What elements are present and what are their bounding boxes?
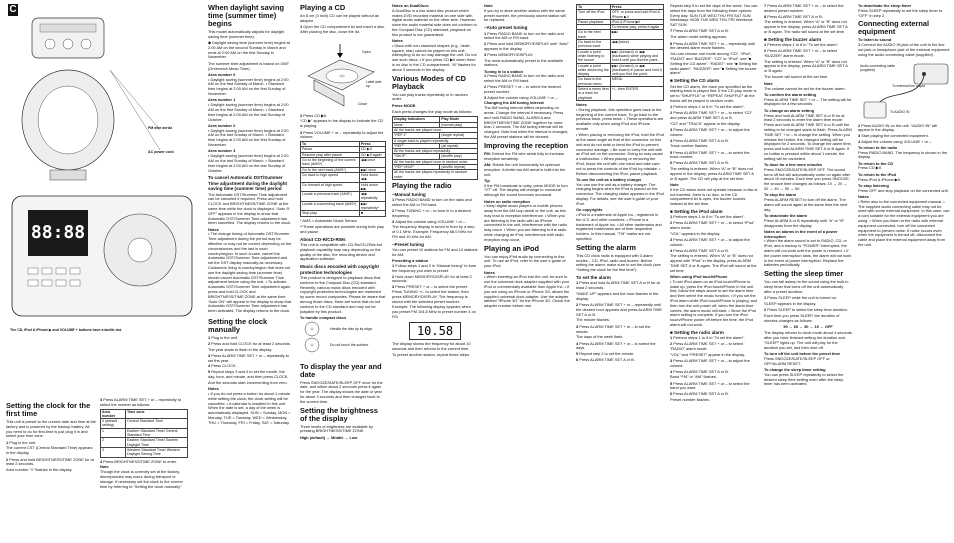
ipod-alarm-detail: “VOL” appears in the display. (670, 230, 721, 236)
time-zone-table (100, 409, 188, 458)
table-header: To (301, 142, 360, 147)
am-label: AM: (484, 161, 492, 167)
notes-title: Notes (576, 101, 587, 107)
clock-first-step-2: Press and hold BRIGHTNESS/TIME ZONE for at least 2 seconds. (6, 456, 94, 467)
heading-deactivate-alarm: To deactivate the alarm (764, 212, 807, 218)
charger-text: You can use the unit as a battery charger. The charging begins when the iPod is placed on the connector. The charging status appears in the iPod display. For details, see the user’s guide of your iPod. (576, 181, 664, 206)
external-step-3: Start playing the connected equipment. (861, 133, 929, 139)
notes-title: Notes (208, 226, 219, 232)
heading-improve-reception: Improving the reception (484, 140, 569, 150)
table-row: Locate a succeeding track (AMS*) ▶▶I repeatedly* (301, 201, 386, 211)
preset-text: You can preset 10 stations for FM and 10 stations for AM. (392, 247, 478, 257)
ipod-alarm-step: Perform steps 1 to 8 in “To set the alarm”. (673, 214, 745, 220)
cd-modes-text: You can play tracks repeatedly or in random order. (392, 91, 468, 102)
am-interval-text: The AM tuning interval differs depending on areas. Change the interval if necessary. Press and hold RADIO BAND, ALARM A and BRIGHTNESS/TIME ZONE together for more than 2 seconds. The AM tuning interval will be changed. Note that when the interval is changed, the AM preset stations will be cleared. (484, 105, 569, 140)
column-2: 3 Press ALARM TIME SET + or – repeatedly to select the number as follows: Area number Time zone 0 (default setting) Central Standard Time 1 Eastern Standard Time/ Central Standard Time 2 Eastern Standard Time/ Eastern Daylight Time 3 Western Standard Time/ Western Daylight Saving Time 4 Press BRIGHTNESS/TIME ZONE to enter. Note Though the clock is correctly set at the factory, discrepancies may occur during transport or storage. If necessary set the clock to the correct time by referring to “Setting the clock manually”. (98, 0, 190, 543)
table-header: Press (359, 142, 385, 147)
heading-cdr: About CD-R/CD-RWs (300, 236, 346, 242)
alarm-step-8-detail: You can choose one mode among “CD”, “iPod”, “RADIO” and “BUZZER”. “CD” or “iPod”: see “■ Setting the CD alarm”. “RADIO”: see “■ Setting the radio alarm”. “BUZZER”: see “■ Setting the buzzer alarm”. (670, 51, 758, 76)
cd-alarm-detail: Track number flashes. (670, 143, 709, 149)
table-row: Locate a point while observing the display ▶▶I (forward) or ◀◀ (backward) in pause and hold it until you find the point. (578, 63, 662, 77)
fm-label: FM: (484, 150, 491, 156)
auto-step-3: Press MEMORY/DISPLAY. (487, 51, 534, 57)
cd-alarm-step: Press ALARM TIME SET + or – to select the track number. (670, 149, 750, 160)
sleep-step-1-detail: SLEEP appears in the display. (764, 300, 817, 306)
table-row: Select a menu item or a track for playback +/– then ENTER (577, 87, 664, 101)
radio-alarm-detail: Band “FM” or “AM” flashes. (670, 374, 717, 380)
section-tab-letter: C (9, 4, 17, 15)
heading-clock-manual: Setting the clock manually (208, 316, 268, 334)
cd-alarm-step: Press ALARM TIME SET A or B. (673, 160, 729, 166)
area-heading: Area number 1 (208, 97, 236, 103)
am-text: Rotate the unit horizontally for optimum reception. A ferrite bar AM aerial is built into the unit. (484, 161, 566, 177)
area-text: • Daylight saving (summer time) begins at 2:00 AM on the last Sunday of March. • Standard time begins at 2:00 AM on the first Sunday of November. (208, 127, 289, 148)
heading-snooze: To doze for a few more minutes (764, 162, 823, 168)
notes-title: Notes (392, 38, 403, 44)
table-row: Locate a point while listening to the sound ▶▶I (forward) or ◀◀ (backward) while playing and hold it until you find the point. (577, 49, 664, 63)
table-row: Go to the next track (AMS*) ▶▶I once (301, 167, 386, 172)
clock-first-step-2-detail: Area number “1” flashes in the display. (6, 467, 73, 473)
heading-playing-cd: Playing a CD (300, 3, 346, 12)
table-header: Play Mode (440, 117, 478, 122)
heading-playing-ipod: Playing an iPod (484, 243, 540, 253)
heading-buzzer-alarm: ■ Setting the buzzer alarm (764, 36, 822, 42)
change-alarm-text: Press and hold ALARM TIME SET A or B for at least 2 seconds to enter the alarm time mode. Press and hold ALARM TIME SET A or B until the setting to be changed starts to flash. Press ALARM TIME SET + or – to change the setting. When you release the button, the changed setting will be displayed for 2 seconds. To change the alarm time, press and hold ALARM TIME SET A or B again. If no button is pressed within about 1 minute, the setting will be cancelled. (764, 112, 852, 161)
deactivate-alarm-text: Press ALARM A or B repeatedly until “A” or “B” disappears from the display. (764, 217, 845, 228)
cd-alarm-detail: The setting is entered. When “A” or “B” does not appear in the display, press ALARM TIME SET A or B again. The CD will play at the set time. (670, 166, 754, 181)
fm-aerial-label: FM wire aerial (148, 126, 172, 130)
dst-notes: • The change timing of Automatic DST/Summer Time adjustment during the period may be effective or may not be correct depending on the circumstances and the last in each country/region. In such a case, cancel the Automatic DST/Summer Time adjustment and set the DST display manually as necessary. Customers living in country/region that does not use the daylight saving time (summer time) should cancel Automatic DST/Summer Time adjustment before using the unit. • To activate Automatic DST/Summer Time adjustment again, press and hold CLOCK and BRIGHTNESS/TIME ZONE at the same time. “Auto ON” will appear in the display to show that Automatic DST/Summer Time adjustment has been activated. The display returns to the clock. (208, 231, 292, 314)
note-title: Note (484, 3, 493, 8)
deactivate-sleep-text: Press SLEEP repeatedly to set the sleep timer to “OFF” in step 2. (858, 7, 943, 18)
alarm-step-3: Press ALARM TIME SET + or – to set the minute. (576, 323, 651, 334)
table-row: All the tracks are played once in random order. (393, 159, 478, 164)
alarm-step-7-detail: The alarm mode setting appears. (670, 34, 728, 40)
column-3: When daylight saving time (summer time) begins This model automatically adjusts for daylight saving time (summer time). ◆ Daylight saving time (summer time) begins at 2:00 AM on the second Sunday in March and ends at 2:00 AM on the first Sunday in November. The summer time adjustment is based on GMT (Greenwich Mean Time). Area number 0 • Daylight saving (summer time) begins at 2:00 AM on the first Sunday of March. • Standard time begins at 2:00 AM on the first Sunday of November. Area number 1 • Daylight saving (summer time) begins at 2:00 AM on the first Sunday of March. • Standard time begins at 2:00 AM on the last Sunday of October. Area number 2 • Daylight saving (summer time) begins at 2:00 AM on the last Sunday of March. • Standard time begins at 2:00 AM on the first Sunday of November. Area number 3 • Daylight saving (summer time) begins at 2:00 AM on the last Sunday of March. • Standard time begins at 2:00 AM on the last Sunday of October. To cancel Automatic DST/Summer Time adjustment during the daylight saving time (summer time) period The Automatic DST/Summer Time adjustment can be canceled if required. Press and hold CLOCK and BRIGHTNESS/TIME ZONE at the same time while the clock is displayed. “Auto ⊖ OFF” appears in the display to show that Automatic DST/Summer Time adjustment has been cancelled. The display returns to the clock. Notes • The change timing of Automatic DST/Summer Time adjustment during the period may be effective or may not be correct depending on the circumstances and the last in each country/region. In such a case, cancel the Automatic DST/Summer Time adjustment and set the DST display manually as necessary. Customers living in country/region that does not use the daylight saving time (summer time) should cancel Automatic DST/Summer Time adjustment before using the unit. • To activate Automatic DST/Summer Time adjustment again, press and hold CLOCK and BRIGHTNESS/TIME ZONE at the same time. “Auto ON” will appear in the display to show that Automatic DST/Summer Time adjustment has been activated. The display returns to the clock. Setting the clock manually 1 Plug in the unit. 2 Press and hold CLOCK for at least 2 seconds. The year starts to flash in the display. 3 Press ALARM TIME SET + or – repeatedly to set the year. 4 Press CLOCK. 5 Repeat steps 3 and 4 to set the month, the day, hour, and minute, and then press CLOCK. And the seconds start incrementing from zero. Notes • If you do not press a button for about 1 minute while setting the clock, the clock setting will be cancelled. • A calendar is installed in this unit. When the date is set, a day of the week is automatically displayed. SUN = Sunday, MON = Monday, TUE = Tuesday, WED = Wednesday, THU = Thursday, FRI = Friday, SAT = Saturday (208, 3, 292, 425)
table-row: Locate a previous track (AMS*) ◀◀ repeatedly (301, 192, 386, 202)
heading-am-interval: Changing the AM tuning interval (484, 100, 544, 106)
close-label: Close (358, 101, 368, 106)
cd-alarm-step: Press ALARM TIME SET A or B. (673, 137, 729, 143)
heading-power-interruption: Notes on alarms in the event of a power interruption (764, 228, 838, 239)
table-row: All the tracks are played repeatedly. (393, 149, 478, 154)
fm-text: Extend the FM wire aerial fully to increase reception sensitivity. (484, 150, 565, 161)
ipod-alarm-step: Press ALARM TIME SET + or – to select “iPod” alarm mode. (670, 220, 755, 230)
heading-turn-off-before: To turn off the unit before the preset time (764, 351, 841, 357)
cd-alarm-step: Press ALARM TIME SET + or – to adjust the volume. (670, 126, 750, 137)
radio-alarm-step: Press ALARM TIME SET + or – to select the band you want. (670, 380, 750, 391)
ipod-alarm-detail: The setting is entered. When “A” or “B” does not appear with “iPod” in the display, press ALARM TIME SET A or B again. The iPod will sound at the set time. (670, 253, 757, 273)
confirm-alarm-text: Press ALARM TIME SET + or –. The setting will be displayed for a few seconds. (764, 96, 852, 107)
table-row: Pause playback iPod & iPhone ▶II (577, 19, 664, 24)
stop-alarm-text: Press ALARM RESET to turn off the alarm. The alarm will sound again at the same time the next day. (764, 197, 848, 212)
audio-cable-label: Audio connecting cable (supplied) (860, 63, 896, 73)
heading-cd-modes: Various Modes of CD Playback (392, 73, 466, 91)
table-header: To (577, 5, 611, 10)
preset-note: If you try to store another station with the same preset number, the previously stored station will be replaced. (484, 7, 566, 23)
table-header: Press (610, 5, 663, 10)
preset-footer: The display shows the frequency for about 10 seconds and then returns to the current time. (392, 340, 471, 351)
notes-title: Notes (208, 386, 219, 392)
cd-alarm-step: Perform steps 1 to 8 in “To set the alarm”. (673, 104, 745, 110)
radio-alarm-step: Press ALARM TIME SET + or – to select the desired preset number. (764, 3, 844, 13)
cd-compartment-diagram (300, 36, 386, 114)
change-sleep-text: You can press SLEEP repeatedly to select the desired sleep time setting even after the sleep timer has been activated. (764, 371, 844, 387)
connection-figure (858, 60, 950, 122)
preset-lcd: 10.58 (409, 322, 461, 340)
heading-charger: To use the unit as a battery charger (576, 176, 642, 182)
table-row: Turn off the iPod OFF, or press and hold iPod & iPhone ▶II (577, 10, 664, 20)
heading-sleep-timer: Setting the sleep timer (764, 269, 844, 279)
table-row: Go forward at high speed Hold down ▶▶ (301, 182, 386, 192)
cd-modes-press: Press MODE. (392, 102, 417, 108)
buzzer-alarm-detail: The setting is entered. When “A” or “B” does not appear in the display, press ALARM TIME SET A or B again. (764, 58, 848, 74)
radio-alarm-detail: The setting is entered. When “A” or “B” does not appear in the display, press ALARM TIME SET A or B again. The radio will sound at the set time. (764, 19, 848, 34)
manual-step-5: Repeat steps 3 and 4 to set the month, the day, hour, and minute, and then press CLOCK. (208, 369, 289, 380)
clock-first-note: Though the clock is correctly set at the factory, discrepancies may occur during transport or storage. If necessary set the clock to the correct time by referring to “Setting the clock manually”. (100, 469, 183, 489)
column-4: Playing a CD An 8 cm (3 inch) CD can be played without an adaptor. 1 Open the CD compartment lid and insert a disc. After placing the disc, close the lid. Open Label side up Close 2 Press CD ▶II. “CD ▶” appears in the display to indicate the CD is playing. 3 Press VOLUME + or – repeatedly to adjust the volume. To Press Pause CD ▶II Resume play after pause CD ▶II again Go to the beginning of the current track (AMS*) ◀◀ once Go to the next track (AMS*) ▶▶I once Go back to high speed Hold down ◀◀ Go forward at high speed Hold down ▶▶ Locate a previous track (AMS*) ◀◀ repeatedly Locate a succeeding track (AMS*) ▶▶I repeatedly* Stop play ■ * AMS = Automatic Music Sensor **These operations are possible during both play and pause. About CD-R/CD-RWs This unit is compatible with CD-Rs/CD-RWs but playback capability may vary depending on the quality of the disc, the recording device and application software. Music discs encoded with copyright protection technologies This product is designed to playback discs that conform to the Compact Disc (CD) standard. Recently, various music discs encoded with copyright protection technologies are marketed by some record companies. Please be aware that among those discs, there are some that do not conform to the CD standard and may not be playable by this product. To handle compact discs Handle the disc by its edge. Do not touch the surface. To display the year and date Press SNOOZE/DATE/SLEEP OFF once for the date, and within about 2 seconds press it again for the year. The display shows the date or year for about 3 seconds and then changes back to the current time. Setting the brightness of the display Three levels of brightness are available by pressing BRIGHTNESS/TIME ZONE. High (default) → Middle → Low (300, 3, 386, 440)
heading-copyrights: On copyrights (576, 207, 603, 213)
heading-cancel-dst: To cancel Automatic DST/Summer Time adjustment during the daylight saving time (summer time) period (208, 175, 288, 192)
cd-step-3: Press VOLUME + or – repeatedly to adjust the volume. (300, 129, 384, 140)
heading-dst: When daylight saving time (summer time) begins (208, 3, 284, 28)
radio-alarm-step: Press ALARM TIME SET + or – to adjust the volume. (670, 357, 750, 368)
alarm-step-7: Press ALARM TIME SET A or B. (673, 28, 729, 34)
sleep-note: The display returns to clock mode about 4 seconds after you have finished setting the duration and “SLEEP” lights up. The unit will play for the duration you set, and then shut off. (764, 330, 852, 350)
manual-step-1: Plug in the unit. (211, 334, 239, 340)
heading-setting-alarm: Setting the alarm (576, 242, 636, 252)
disc-handling-tip: Handle the disc by its edge. (330, 326, 373, 331)
cd-alarm-detail: “CD” and “TRACK” appear in the display. (670, 120, 741, 126)
alarm-step-4: Press ALARM TIME SET + or – to select the days. (576, 340, 656, 351)
tuning-step-2: Press PRESET + or – to select the desired preset number. (484, 84, 561, 94)
manual-step-4: Press CLOCK. (211, 363, 237, 369)
clock-display: 88:88 (28, 210, 88, 256)
heading-return-ipod: To return to the iPod (858, 171, 896, 177)
sleep-step-2: Press SLEEP to select the sleep time duration. (767, 307, 848, 313)
external-notes: • Refer also to the connected equipment manual. • The supplied audio connecting cable may not be used with some external equipment. In this case, use a cord suitable for the external equipment you are using. • When you listen to the radio with external equipment connected, turn off the connected equipment to prevent noise. If noise occurs even when the equipment is turned off, disconnect the cable and place the external equipment away from the unit. (858, 198, 950, 247)
ipod-handling-notes: • When placing or removing the iPod, hold the iPod at the same angle as that of the connector on this unit and do not twist or bend the iPod to prevent connector damage. • Be sure to carry the unit with an iPod set on the connector. Doing so may cause a malfunction. • When placing or removing the iPod, brace the unit with one hand and take care not to press the controls of the iPod by mistake. • Before disconnecting the iPod, pause playback. (576, 132, 664, 176)
heading-confirm-alarm: To confirm the alarm setting (764, 91, 817, 97)
area-text: • Daylight saving (summer time) begins at 2:00 AM on the first Sunday of March. • Standard time begins at 2:00 AM on the last Sunday of October. (208, 102, 289, 122)
cd-insert-figure (300, 36, 386, 114)
notes-title: Notes (484, 269, 495, 275)
heading-change-sleep: To change the sleep timer setting (764, 367, 826, 372)
note-title: Note (764, 80, 773, 86)
auto-step-2: Press and hold MEMORY/DISPLAY until “Auto” appears in the display. (484, 41, 569, 51)
copyright-discs-text: This product is designed to playback discs that conform to the Compact Disc (CD) standard. Recently, various music discs encoded with copyright protection technologies are marketed by some record companies. Please be aware that among those discs, there are some that do not conform to the CD standard and may not be playable by this product. (300, 274, 386, 314)
table-row: 3 Western Standard Time/ Western Daylight Saving Time (101, 447, 188, 457)
ipod-alarm-step: Press ALARM TIME SET + or – to adjust the volume. (670, 236, 750, 247)
area-heading: Area number 3 (208, 148, 236, 154)
clock-first-step-3: Press ALARM TIME SET + or – repeatedly to select the number as follows: (100, 397, 182, 407)
heading-listen-sound: To listen to sound (858, 37, 892, 43)
heading-return-cd: To return to the CD (858, 160, 894, 166)
cd-step-2: Press CD ▶II. (303, 112, 328, 118)
heading-presetting: Presetting a station (392, 258, 429, 264)
ipod-touch-text: • To set iPod alarm on an iPod touch/iPhone to wake up, press the iPod touch/iPhone in the unit first, follow the steps above to set the alarm time and then select the music function. • If you set the iPod alarm while iPod touch/iPhone is playing, and then turn the unit power off, when the alarm time comes, the alarm music will start. • Since the iPod alarm setting is complete, if you turn the iPod touch/iPhone power off before the time, the iPod alarm will not work. (670, 278, 758, 328)
table-row: None (normal play) (393, 122, 478, 127)
note-title: Note (670, 181, 679, 187)
table-row: “REP” (all repeat) (393, 143, 478, 148)
external-jack-label: To external line output (892, 83, 926, 88)
heading-tuning-station: Tuning in to a station (484, 68, 524, 74)
heading-manual-tuning: –Manual tuning (392, 191, 426, 197)
ipod-notes: • When inserting an iPod into the unit, be sure to use the universal dock adapter supplied with your iPod or commercially available from Apple Inc. • If you are using an iPhone or iPhone 3G, attach the supplied universal dock adapter. Use the adapter labeled “iPhone 3G” for the iPhone 3G. Check the adapter number before use. (484, 274, 570, 309)
stop-listening-text: Press OFF and stop playback on the connected unit. (858, 187, 949, 193)
label-side-label: Label side up (366, 79, 382, 89)
cd-intro: An 8 cm (3 inch) CD can be played without an adaptor. (300, 13, 380, 23)
clock-first-step-1: Plug in the unit. (9, 439, 37, 445)
table-row: Go to the next track ▶▶I (577, 30, 664, 40)
snooze-text: Press SNOOZE/DATE/SLEEP OFF. The sound turns off but will automatically come on again after about 10 minutes. Each time you press SNOOZE, the snooze time changes as follows: 10 → 20 → 30 → 40 → 50 → 60 (764, 166, 851, 191)
area-heading: Area number 2 (208, 122, 236, 128)
table-header: Display Indicators (393, 117, 440, 122)
cd-step-2-detail: “CD ▶” appears in the display to indicate the CD is playing. (300, 118, 384, 129)
external-step-2: Press AUDIO IN on the unit. “AUDIO IN” will appear in the display. (858, 122, 938, 133)
radio-alarm-detail: “VOL” and “PRESET” appear in the display. (670, 351, 745, 357)
note-title: Note (100, 464, 109, 470)
heading-playing-radio: Playing the radio (392, 180, 452, 190)
buzzer-alarm-detail: The buzzer will sound at the set time. (764, 74, 829, 80)
radio-step-1: Press RADIO BAND to turn on the radio and select the AM or FM band. (392, 197, 472, 208)
alarm-step-3-detail: The days of the week flash. (576, 334, 624, 340)
table-header: Time zone (126, 409, 188, 419)
table-footnote: * AMS = Automatic Music Sensor (300, 217, 357, 223)
table-row: To resume play, press it again. (577, 25, 664, 30)
cd-alarm-step: Press ALARM TIME SET + or – to select “CD” and press ALARM TIME SET A or B. (670, 110, 753, 120)
preset-example: Example: The following display appears when you preset FM 104.8 MHz to preset number 4 on FM. (392, 304, 476, 319)
copyrights-text: • iPod is a trademark of Apple Inc., registered in the U.S. and other countries. • iPhone is a trademark of Apple Inc. • All other trademarks and registered trademarks are of their respective holders. In this manual, “TM” marks are not specified. (576, 211, 662, 241)
heading-stop-alarm: To stop the alarm (764, 192, 797, 198)
notes-title: Notes (858, 193, 869, 199)
alarm-step-6: Press ALARM TIME SET A or B. (579, 357, 635, 362)
heading-display-date: To display the year and date (300, 361, 382, 379)
clock-first-step-1-detail: The current CST (Central Standard Time) appears in the display. (6, 445, 93, 456)
table-footnote: **These operations are possible during both play and pause. (300, 223, 384, 234)
manual-step-2-detail: The year starts to flash in the display. (208, 346, 273, 352)
ipod-alarm-step: Press ALARM TIME SET A or B. (673, 247, 729, 253)
tip-title: Tip (484, 177, 490, 183)
table-row: All the tracks are played once. (393, 127, 478, 132)
cd-operations-table (300, 141, 386, 216)
return-radio-text: Press RADIO BAND. The frequency is shown in the display. (858, 149, 948, 160)
preset-step-3: Press PRESET + or – to select the preset. Press TUNING +/– to select the station, then press MEMORY/DISPLAY. The frequency is stored with the selected preset number. (392, 284, 469, 304)
column-5: Notes on DualDiscs A DualDisc is a two sided disc product which mates DVD recorded material on one side with digital audio material on the other side. However, since the audio material side does not conform to the Compact Disc (CD) standard, playback on this product is not guaranteed. Notes • Discs with non-standard shapes (e.g., heart, square, star) cannot be played on this unit. Attempting to do so may damage the unit. Do not use such discs. • If you press CD ▶II when there is no disc in the CD compartment, “N” flashes for about 3 seconds in the display. Various Modes of CD Playback You can play tracks repeatedly or in random order. Press MODE. Each press changes the play mode as follows: Display Indicators Play Mode None (normal play) All the tracks are played once. “REP 1” (single repeat) A single track is played repeatedly. “REP” (all repeat) All the tracks are played repeatedly. “SHUF” (shuffle play) All the tracks are played once in random order. “REP SHUF” (shuffle repeat) All the tracks are played repeatedly in random order. Playing the radio –Manual tuning 1 Press RADIO BAND to turn on the radio and select the AM or FM band. 2 Press TUNING + or – to tune in to a desired frequency. 3 Adjust the volume using VOLUME + or –. The frequency display is tuned in from by a step of 0.1 MHz. Example: Frequency 88.0 MHz for FM and 10 kHz for AM. –Preset tuning You can preset 10 stations for FM and 10 stations for AM. Presetting a station 1 Follow steps 1 and 2 in “Manual tuning” to tune the frequency you wish to preset. 2 Hold down MEMORY/DISPLAY for at least 2 seconds. 3 Press PRESET + or – to select the preset. Press TUNING +/– to select the station, then press MEMORY/DISPLAY. The frequency is stored with the selected preset number. Example: The following display appears when you preset FM 104.8 MHz to preset number 4 on FM. 10.58 The display shows the frequency for about 10 seconds and then returns to the current time. To preset another station, repeat these steps. (392, 3, 478, 357)
heading-copyright-discs: Music discs encoded with copyright protection technologies (300, 264, 379, 275)
radio-alarm-step: Perform steps 1 to 8 in “To set the alarm”. (673, 335, 745, 341)
ipod-operations-table (576, 4, 664, 101)
table-row: All the tracks are played repeatedly in random order. (393, 170, 478, 180)
alarm-step-5: Repeat step 2 to set the minute. (579, 351, 635, 357)
heading-ipod-touch: When using iPod touch/iPhone (670, 274, 728, 280)
heading-brightness: Setting the brightness of the display (300, 405, 379, 423)
audio-in-label: To AUDIO IN (890, 109, 910, 114)
manual-step-3: Press ALARM TIME SET + or – repeatedly to set the year. (208, 352, 290, 363)
tuning-step-3: Adjust the volume using VOLUME + or –. (487, 94, 559, 100)
radio-alarm-step: Press ALARM TIME SET A or B. (767, 13, 823, 19)
table-row: “REP 1” (single repeat) (393, 133, 478, 138)
sleep-intro: You can fall asleep to the sound using the built-in sleep timer that turns off the unit automatically after a preset duration. (764, 279, 849, 294)
tuning-step-1: Press RADIO BAND to turn on the radio and select the AM or FM band. (484, 73, 564, 84)
column-6: Note If you try to store another station with the same preset number, the previously stored station will be replaced. –Auto preset tuning 1 Press RADIO BAND to turn on the radio and select the AM or FM band. 2 Press and hold MEMORY/DISPLAY until “Auto” appears in the display. 3 Press MEMORY/DISPLAY. The most automatically preset to the available stations. Tuning in to a station 1 Press RADIO BAND to turn on the radio and select the AM or FM band. 2 Press PRESET + or – to select the desired preset number. 3 Adjust the volume using VOLUME + or –. Changing the AM tuning interval The AM tuning interval differs depending on areas. Change the interval if necessary. Press and hold RADIO BAND, ALARM A and BRIGHTNESS/TIME ZONE together for more than 2 seconds. The AM tuning interval will be changed. Note that when the interval is changed, the AM preset stations will be cleared. Improving the reception FM: Extend the FM wire aerial fully to increase reception sensitivity. AM: Rotate the unit horizontally for optimum reception. A ferrite bar AM aerial is built into the unit. Tip If the FM broadcast is noisy, press MODE to turn “ST” off. The display will change to monaural although the sound becomes monaural. Notes on radio reception • Keep digital music players or mobile phones away from the AM loop aerial or the unit, as this may lead to reception interference. • When you are listening to the radio with an iPhone connected to the unit, interference with the radio may occur. • When you are listening to the radio while charging an iPod, interference with radio reception may occur. Playing an iPod You can enjoy iPod audio by connecting to this unit. To use an iPod, refer to the user’s guide of your iPod. Notes • When inserting an iPod into the unit, be sure to use the universal dock adapter supplied with your iPod or commercially available from Apple Inc. • If you are using an iPhone or iPhone 3G, attach the supplied universal dock adapter. Use the adapter labeled “iPhone 3G” for the iPhone 3G. Check the adapter number before use. (484, 3, 570, 309)
area-text: • Daylight saving (summer time) begins at 2:00 AM on the last Sunday of March. • Standard time begins at 2:00 AM on the last Sunday of October. (208, 153, 289, 173)
table-row: Stop play ■ (301, 211, 386, 216)
alarm-step-8: Press ALARM TIME SET + or – repeatedly until the desired alarm mode flashes. (670, 40, 755, 51)
heading-ipod-alarm: ■ Setting the iPod alarm (670, 208, 723, 214)
table-row: “REP SHUF” (shuffle repeat) (393, 165, 478, 170)
table-row: Go back to the previous menu MENU (577, 77, 664, 87)
clock-first-step-4: Press BRIGHTNESS/TIME ZONE to enter. (103, 458, 177, 464)
preset-footer: To preset another station, repeat these steps. (392, 351, 471, 357)
heading-to-set-alarm: To set the alarm (576, 274, 611, 280)
heading-change-alarm: To change an alarm setting (764, 107, 815, 113)
radio-alarm-step: Press ALARM TIME SET A or B. (673, 391, 729, 397)
cdr-text: This unit is compatible with CD-Rs/CD-RWs but playback capability may vary depending on the quality of the disc, the recording device and application software. (300, 241, 383, 262)
open-label: Open (362, 49, 371, 54)
external-step-4: Adjust the volume using VOLUME + or –. (861, 138, 933, 144)
display-date-text: Press SNOOZE/DATE/SLEEP OFF once for the date, and within about 2 seconds press it again for the year. The display shows the date or year for about 3 seconds and then changes back to the current time. (300, 379, 383, 404)
table-row: Resume play after pause CD ▶II again (301, 152, 386, 157)
table-row: 2 Eastern Standard Time/ Eastern Daylight Time (101, 438, 188, 448)
heading-deactivate-sleep: To deactivate the sleep timer (858, 3, 912, 8)
area-heading: Area number 0 (208, 71, 236, 77)
alarm-step-1: Press and hold ALARM TIME SET A or B for at least 2 seconds. (576, 280, 660, 291)
cd-alarm-note: If the CD alarm does not operate because a disc is not inserted, there is no disc, or the CD compartment lid is open, the buzzer sounds instead at the set time. (670, 186, 758, 207)
heading-preset-tuning: –Preset tuning (392, 241, 424, 247)
column-10: To deactivate the sleep timer Press SLEEP repeatedly to set the sleep timer to “OFF” in step 2. Connecting external equipment To listen to sound 1 Connect the AUDIO IN jack of the unit to the line out jack or headphone jack of the external equipment using the audio connecting cable (supplied). Audio connecting cable (supplied) To external line output To AUDIO IN 2 Press AUDIO IN on the unit. “AUDIO IN” will appear in the display. 3 Start playing the connected equipment. 4 Adjust the volume using VOLUME + or –. To return to the radio Press RADIO BAND. The frequency is shown in the display. To return to the CD Press CD ▶II. To return to the iPod Press iPod & iPhone ▶II. To stop listening Press OFF and stop playback on the connected unit. Notes • Refer also to the connected equipment manual. • The supplied audio connecting cable may not be used with some external equipment. In this case, use a cord suitable for the external equipment you are using. • When you listen to the radio with external equipment connected, turn off the connected equipment to prevent noise. If noise occurs even when the equipment is turned off, disconnect the cable and place the external equipment away from the unit. (858, 3, 950, 247)
manual-step-5-detail: And the seconds start incrementing from zero. (208, 379, 288, 385)
alarm-intro: This CD clock radio is equipped with 3 alarm modes – CD, iPod, radio and buzzer. Before setting the alarm, make sure to set the clock (see “Setting the clock for the first time”). (576, 252, 661, 273)
return-cd-text: Press CD ▶II. (858, 165, 882, 171)
heading-stop-listening: To stop listening (858, 182, 889, 188)
radio-step-2: Press TUNING + or – to tune in to a desired frequency. (392, 207, 471, 218)
radio-alarm-detail: Preset number flashes. (670, 397, 711, 402)
radio-notes: • Keep digital music players or mobile phones away from the AM loop aerial or the unit, as this may lead to reception interference. • When you are listening to the radio with an iPhone connected to the unit, interference with the radio may occur. • When you are listening to the radio while charging an iPod, interference with radio reception may occur. (484, 203, 568, 242)
alarm-step-1-detail: “WAKE UP” appears and the hour flashes in the display. (576, 290, 659, 301)
dst-text: ◆ Daylight saving time (summer time) begins at 2:00 AM on the second Sunday in March and ends at 2:00 AM on the first Sunday in November. (208, 40, 290, 60)
return-ipod-text: Press iPod & iPhone ▶II. (858, 176, 902, 182)
column-8: Repeat step 5 to set the days of the week. You can select the days from the following three options: Every day: SUN TUE WED THU FRI SAT SUN Weekdays: MON TUE WED THU FRI Weekend: SAT SUN 7 Press ALARM TIME SET A or B. The alarm mode setting appears. 8 Press ALARM TIME SET + or – repeatedly until the desired alarm mode flashes. You can choose one mode among “CD”, “iPod”, “RADIO” and “BUZZER”. “CD” or “iPod”: see “■ Setting the CD alarm”. “RADIO”: see “■ Setting the radio alarm”. “BUZZER”: see “■ Setting the buzzer alarm”. ■ Setting the CD alarm Set the CD alarm, the track you specified as the starting track is played first. If the CD play mode is set to “SHUFFLE” or “REPEAT SHUFFLE” all the tracks will be played in random order. 1 Perform steps 1 to 8 in “To set the alarm”. 2 Press ALARM TIME SET + or – to select “CD” and press ALARM TIME SET A or B. “CD” and “TRACK” appear in the display. 3 Press ALARM TIME SET + or – to adjust the volume. 4 Press ALARM TIME SET A or B. Track number flashes. 5 Press ALARM TIME SET + or – to select the track number. 6 Press ALARM TIME SET A or B. The setting is entered. When “A” or “B” does not appear in the display, press ALARM TIME SET A or B again. The CD will play at the set time. Note If the CD alarm does not operate because a disc is not inserted, there is no disc, or the CD compartment lid is open, the buzzer sounds instead at the set time. ■ Setting the iPod alarm 1 Perform steps 1 to 8 in “To set the alarm”. 2 Press ALARM TIME SET + or – to select “iPod” alarm mode. “VOL” appears in the display. 3 Press ALARM TIME SET + or – to adjust the volume. 4 Press ALARM TIME SET A or B. The setting is entered. When “A” or “B” does not appear with “iPod” in the display, press ALARM TIME SET A or B again. The iPod will sound at the set time. When using iPod touch/iPhone • To set iPod alarm on an iPod touch/iPhone to wake up, press the iPod touch/iPhone in the unit first, follow the steps above to set the alarm time and then select the music function. • If you set the iPod alarm while iPod touch/iPhone is playing, and then turn the unit power off, when the alarm time comes, the alarm music will start. • Since the iPod alarm setting is complete, if you turn the iPod touch/iPhone power off before the time, the iPod alarm will not work. ■ Setting the radio alarm 1 Perform steps 1 to 8 in “To set the alarm”. 2 Press ALARM TIME SET + or – to select “RADIO” alarm mode. “VOL” and “PRESET” appear in the display. 3 Press ALARM TIME SET + or – to adjust the volume. 4 Press ALARM TIME SET A or B. Band “FM” or “AM” flashes. 5 Press ALARM TIME SET + or – to select the band you want. 6 Press ALARM TIME SET A or B. Preset number flashes. (670, 3, 758, 402)
table-row: Go back to high speed Hold down ◀◀ (301, 172, 386, 182)
sleep-sequence: 90 → 60 → 30 → 15 → OFF (783, 324, 833, 330)
buzzer-alarm-step: Press ALARM TIME SET + or – to select “BUZZER” alarm mode. (764, 47, 838, 58)
tip-text: If the FM broadcast is noisy, press MODE to turn “ST” off. The display will change to monaural although the sound becomes monaural. (484, 182, 568, 198)
heading-clock-first-time: Setting the clock for the first time (6, 401, 91, 418)
turn-off-before-text: Press SNOOZE/DATE/SLEEP OFF or OFF/ALARM RESET. (764, 355, 830, 366)
manual-step-2: Press and hold CLOCK for at least 2 seconds. (211, 340, 291, 346)
table-row: 1 Eastern Standard Time/ Central Standard Time (101, 428, 188, 438)
radio-frequency-text: The frequency display is tuned in from by a step of 0.1 MHz. Example: Frequency 88.0 MHz for FM and 10 kHz for AM. (392, 224, 475, 239)
preset-step-2: Hold down MEMORY/DISPLAY for at least 2 seconds. (392, 273, 472, 284)
clock-first-intro: This unit is preset to the current date and time at the factory and is powered by the backup battery. All you need to do for first-time is just plug it in and select your time zone. (6, 419, 96, 439)
alarm-days-text: Repeat step 5 to set the days of the week. You can select the days from the following three options: Every day: SUN TUE WED THU FRI SAT SUN Weekdays: MON TUE WED THU FRI Weekend: SAT SUN (670, 3, 758, 28)
heading-dualdisc: Notes on DualDiscs (392, 3, 429, 8)
manual-notes: • If you do not press a button for about 1 minute while setting the clock, the clock setting will be cancelled. • A calendar is installed in this unit. When the date is set, a day of the week is automatically displayed. SUN = Sunday, MON = Monday, TUE = Tuesday, WED = Wednesday, THU = Thursday, FRI = Friday, SAT = Saturday (208, 390, 291, 425)
dualdisc-text: A DualDisc is a two sided disc product which mates DVD recorded material on one side with digital audio material on the other side. However, since the audio material side does not conform to the Compact Disc (CD) standard, playback on this product is not guaranteed. (392, 7, 477, 37)
brightness-text: Three levels of brightness are available by pressing BRIGHTNESS/TIME ZONE. (300, 423, 373, 434)
heading-external-equipment: Connecting external equipment (858, 19, 930, 37)
disc-handling-figure (300, 321, 386, 361)
auto-step-3-detail: The most automatically preset to the available stations. (484, 57, 564, 68)
ipod-table-notes: • During playback, this operation goes back to the beginning of the current track. To go back to the previous track, press twice. • These operations are available only when using iPod and iPhone remote. (576, 106, 664, 131)
table-row: “SHUF” (shuffle play) (393, 154, 478, 159)
power-interruption-text: • When the alarm sound is set to RADIO, CD, or iPod, and a backup is “POWER” interrupted, the alarm will not work until the power is restored. • If the power interruption lasts, the alarm will not work in the event of power interruption. Replace the batteries periodically. (764, 238, 852, 268)
table-row: Go back to the previous track ◀◀ (twice) (577, 40, 664, 50)
table-row: Go to the beginning of the current track (AMS*) ◀◀ once (301, 158, 386, 168)
heading-return-radio: To return to the radio (858, 144, 898, 150)
table-row: A single track is played repeatedly. (393, 138, 478, 143)
area-text: • Daylight saving (summer time) begins at 2:00 AM on the first Sunday of March. • Standard time begins at 2:00 AM on the first Sunday of November. (208, 76, 289, 97)
heading-handle-discs: To handle compact discs (300, 314, 347, 320)
buzzer-note: The volume cannot be set for the buzzer alarm. (764, 85, 846, 91)
ac-cord-label: AC power cord (148, 150, 174, 154)
external-step-1: Connect the AUDIO IN jack of the unit to the line out jack or headphone jack of the external equipment using the audio connecting cable (supplied). (858, 42, 950, 57)
sleep-step-2-detail: Each time you press SLEEP, the duration of minutes changes as follows: (764, 313, 840, 323)
dst-text: The summer time adjustment is based on GMT (Greenwich Mean Time). (208, 60, 290, 71)
dst-text: This model automatically adjusts for daylight saving time (summer time). (208, 29, 285, 39)
disc-handling-tip: Do not touch the surface. (330, 342, 370, 347)
buzzer-alarm-step: Perform steps 1 to 8 in “To set the alarm”. (767, 42, 839, 48)
cd-notes: • Discs with non-standard shapes (e.g., heart, square, star) cannot be played on this unit. Attempting to do so may damage the unit. Do not use such discs. • If you press CD ▶II when there is no disc in the CD compartment, “N” flashes for about 3 seconds in the display. (392, 42, 477, 72)
radio-step-3: Adjust the volume using VOLUME + or –. (395, 218, 467, 224)
auto-step-1: Press RADIO BAND to turn on the radio and select the AM or FM band. (484, 30, 564, 41)
heading-radio-notes: Notes on radio reception (484, 198, 530, 204)
ipod-intro: You can enjoy iPod audio by connecting to this unit. To use an iPod, refer to the user’s guide of your iPod. (484, 253, 566, 269)
table-row: Pause CD ▶II (301, 147, 386, 152)
preset-step-1: Follow steps 1 and 2 in “Manual tuning” to tune the frequency you wish to preset. (392, 262, 477, 273)
cd-alarm-text: Set the CD alarm, the track you specified as the starting track is played first. If the CD play mode is set to “SHUFFLE” or “REPEAT SHUFFLE” all the tracks will be played in random order. (670, 83, 757, 103)
brightness-sequence: High (default) → Middle → Low (300, 434, 358, 440)
cancel-dst-text: The Automatic DST/Summer Time adjustment can be canceled if required. Press and hold CLOCK and BRIGHTNESS/TIME ZONE at the same time while the clock is displayed. “Auto ⊖ OFF” appears in the display to show that Automatic DST/Summer Time adjustment has been cancelled. The display returns to the clock. (208, 191, 292, 226)
heading-auto-preset: –Auto preset tuning (484, 25, 528, 31)
sleep-step-1: Press SLEEP while the unit is turned on. (767, 295, 838, 301)
column-9: 7 Press ALARM TIME SET + or – to select the desired preset number. 8 Press ALARM TIME SET A or B. The setting is entered. When “A” or “B” does not appear in the display, press ALARM TIME SET A or B again. The radio will sound at the set time. ■ Setting the buzzer alarm 1 Perform steps 1 to 8 in “To set the alarm”. 2 Press ALARM TIME SET + or – to select “BUZZER” alarm mode. The setting is entered. When “A” or “B” does not appear in the display, press ALARM TIME SET A or B again. The buzzer will sound at the set time. Note The volume cannot be set for the buzzer alarm. To confirm the alarm setting Press ALARM TIME SET + or –. The setting will be displayed for a few seconds. To change an alarm setting Press and hold ALARM TIME SET A or B for at least 2 seconds to enter the alarm time mode. Press and hold ALARM TIME SET A or B until the setting to be changed starts to flash. Press ALARM TIME SET + or – to change the setting. When you release the button, the changed setting will be displayed for 2 seconds. To change the alarm time, press and hold ALARM TIME SET A or B again. If no button is pressed within about 1 minute, the setting will be cancelled. To doze for a few more minutes Press SNOOZE/DATE/SLEEP OFF. The sound turns off but will automatically come on again after about 10 minutes. Each time you press SNOOZE, the snooze time changes as follows: 10 → 20 → 30 → 40 → 50 → 60 To stop the alarm Press ALARM RESET to turn off the alarm. The alarm will sound again at the same time the next day. To deactivate the alarm Press ALARM A or B repeatedly until “A” or “B” disappears from the display. Notes on alarms in the event of a power interruption • When the alarm sound is set to RADIO, CD, or iPod, and a backup is “POWER” interrupted, the alarm will not work until the power is restored. • If the power interruption lasts, the alarm will not work in the event of power interruption. Replace the batteries periodically. Setting the sleep timer You can fall asleep to the sound using the built-in sleep timer that turns off the unit automatically after a preset duration. 1 Press SLEEP while the unit is turned on. SLEEP appears in the display. 2 Press SLEEP to select the sleep time duration. Each time you press SLEEP, the duration of minutes changes as follows: 90 → 60 → 30 → 15 → OFF The display returns to clock mode about 4 seconds after you have finished setting the duration and “SLEEP” lights up. The unit will play for the duration you set, and then shut off. To turn off the unit before the preset time Press SNOOZE/DATE/SLEEP OFF or OFF/ALARM RESET. To change the sleep timer setting You can press SLEEP repeatedly to select the desired sleep time setting even after the sleep timer has been activated. (764, 3, 852, 387)
alarm-step-2-detail: The minute flashes. (576, 317, 610, 323)
cd-modes-each: Each press changes the play mode as follows: (392, 109, 473, 115)
heading-radio-alarm: ■ Setting the radio alarm (670, 329, 724, 335)
figure-caption: The CD, iPod & iPhone ▶ and VOLUME + buttons have a tactile dot. (10, 328, 122, 332)
table-row: 0 (default setting) Central Standard Time (101, 419, 188, 429)
play-modes-table (392, 116, 478, 180)
section-clock-first: Setting the clock for the first time This unit is preset to the current date and time at the factory and is powered by the backup battery. All you need to do for first-time is just plug it in and select your time zone. 1 Plug in the unit. The current CST (Central Standard Time) appears in the display. 2 Press and hold BRIGHTNESS/TIME ZONE for at least 2 seconds. Area number “1” flashes in the display. (6, 401, 96, 473)
alarm-step-2: Press ALARM TIME SET + or – repeatedly until the desired hour appears and press ALARM TIME SET A or B. (576, 302, 662, 317)
table-header: Area number (101, 409, 126, 419)
cd-step-1: Open the CD compartment lid and insert a disc. After placing the disc, close the lid. (300, 24, 386, 34)
column-7: To Press Turn off the iPod OFF, or press and hold iPod & iPhone ▶II Pause playback iPod & iPhone ▶II To resume play, press it again. Go to the next track ▶▶I Go back to the previous track ◀◀ (twice) Locate a point while listening to the sound ▶▶I (forward) or ◀◀ (backward) while playing and hold it until you find the point. Locate a point while observing the display ▶▶I (forward) or ◀◀ (backward) in pause and hold it until you find the point. Go back to the previous menu MENU Select a menu item or a track for playback +/– then ENTER Notes • During playback, this operation goes back to the beginning of the current track. To go back to the previous track, press twice. • These operations are available only when using iPod and iPhone remote. • When placing or removing the iPod, hold the iPod at the same angle as that of the connector on this unit and do not twist or bend the iPod to prevent connector damage. • Be sure to carry the unit with an iPod set on the connector. Doing so may cause a malfunction. • When placing or removing the iPod, brace the unit with one hand and take care not to press the controls of the iPod by mistake. • Before disconnecting the iPod, pause playback. To use the unit as a battery charger You can use the unit as a battery charger. The charging begins when the iPod is placed on the connector. The charging status appears in the iPod display. For details, see the user’s guide of your iPod. On copyrights • iPod is a trademark of Apple Inc., registered in the U.S. and other countries. • iPhone is a trademark of Apple Inc. • All other trademarks and registered trademarks are of their respective holders. In this manual, “TM” marks are not specified. Setting the alarm This CD clock radio is equipped with 3 alarm modes – CD, iPod, radio and buzzer. Before setting the alarm, make sure to set the clock (see “Setting the clock for the first time”). To set the alarm 1 Press and hold ALARM TIME SET A or B for at least 2 seconds. “WAKE UP” appears and the hour flashes in the display. 2 Press ALARM TIME SET + or – repeatedly until the desired hour appears and press ALARM TIME SET A or B. The minute flashes. 3 Press ALARM TIME SET + or – to set the minute. The days of the week flash. 4 Press ALARM TIME SET + or – to select the days. 5 Repeat step 2 to set the minute. 6 Press ALARM TIME SET A or B. (576, 5, 664, 362)
radio-alarm-step: Press ALARM TIME SET A or B. (673, 368, 729, 374)
heading-cd-alarm: ■ Setting the CD alarm (670, 78, 720, 84)
radio-alarm-step: Press ALARM TIME SET + or – to select “RADIO” alarm mode. (670, 341, 744, 351)
